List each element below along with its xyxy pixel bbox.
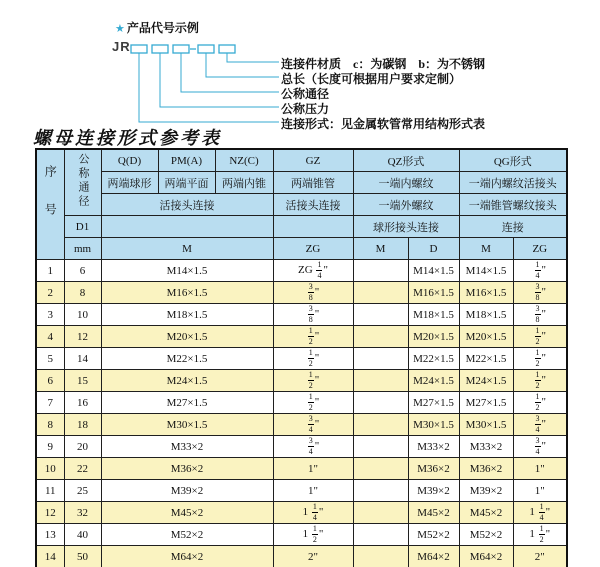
fraction: $\frac{1}{4}$ <box>317 260 322 280</box>
cell-gz: 1" <box>273 458 353 480</box>
cell-m: M52×2 <box>101 524 273 546</box>
cell-qg_m: M24×1.5 <box>459 370 513 392</box>
cell-qz_m <box>353 546 408 567</box>
cell-m: M36×2 <box>101 458 273 480</box>
cell-qg_m: M64×2 <box>459 546 513 567</box>
cell-qz_d: M16×1.5 <box>408 282 459 304</box>
cell-dn: 8 <box>64 282 101 304</box>
connector-line <box>139 53 279 122</box>
fraction: $\frac{3}{4}$ <box>535 414 540 434</box>
fraction: $\frac{3}{4}$ <box>308 436 313 456</box>
cell-qg_m: M36×2 <box>459 458 513 480</box>
header-qz-sub-d: D <box>408 238 459 260</box>
cell-qg_zg: $\frac{1}{2}$ " <box>513 392 567 414</box>
cell-qz_m <box>353 304 408 326</box>
code-box <box>198 45 214 53</box>
cell-qg_zg: $\frac{1}{2}$ " <box>513 348 567 370</box>
cell-qz_m <box>353 480 408 502</box>
header-qz-desc2: 一端外螺纹 <box>353 194 459 216</box>
table-row <box>36 392 567 414</box>
col-header-serial-label: 序号 <box>43 165 58 241</box>
cell-qg_zg: 1 $\frac{1}{2}$ " <box>513 524 567 546</box>
cell-qg_zg: $\frac{1}{2}$ " <box>513 326 567 348</box>
fraction: $\frac{1}{2}$ <box>308 370 313 390</box>
col-header-qg: QG形式 <box>459 149 567 172</box>
code-box <box>152 45 168 53</box>
cell-qz_d: M20×1.5 <box>408 326 459 348</box>
cell-qz_d: M52×2 <box>408 524 459 546</box>
cell-qg_m: M14×1.5 <box>459 260 513 282</box>
connector-line <box>227 53 279 62</box>
cell-dn: 25 <box>64 480 101 502</box>
cell-qz_d: M45×2 <box>408 502 459 524</box>
cell-no: 1 <box>36 260 64 282</box>
cell-qz_d: M39×2 <box>408 480 459 502</box>
cell-no: 2 <box>36 282 64 304</box>
cell-no: 9 <box>36 436 64 458</box>
header-union-joint: 活接头连接 <box>101 194 273 216</box>
cell-no: 6 <box>36 370 64 392</box>
cell-qz_m <box>353 458 408 480</box>
header-zg-unit: ZG <box>273 238 353 260</box>
cell-no: 14 <box>36 546 64 567</box>
header-qg-desc1: 一端内螺纹活接头 <box>459 172 567 194</box>
cell-gz: $\frac{1}{2}$ " <box>273 348 353 370</box>
header-blank-left <box>101 216 273 238</box>
table-row <box>36 260 567 282</box>
cell-qz_m <box>353 260 408 282</box>
header-qz-sub-m: M <box>353 238 408 260</box>
cell-qg_m: M18×1.5 <box>459 304 513 326</box>
cell-m: M14×1.5 <box>101 260 273 282</box>
fraction: $\frac{1}{4}$ <box>539 502 544 522</box>
cell-m: M33×2 <box>101 436 273 458</box>
header-d1: D1 <box>64 216 101 238</box>
cell-no: 5 <box>36 348 64 370</box>
cell-no: 4 <box>36 326 64 348</box>
cell-gz: $\frac{3}{8}$ " <box>273 282 353 304</box>
cell-no: 8 <box>36 414 64 436</box>
diagram-caption <box>115 19 199 36</box>
header-pm-desc: 两端平面 <box>158 172 215 194</box>
fraction: $\frac{1}{2}$ <box>535 392 540 412</box>
col-header-serial <box>36 149 64 260</box>
header-row-desc1 <box>36 172 567 194</box>
table-row <box>36 348 567 370</box>
fraction: $\frac{1}{4}$ <box>535 260 540 280</box>
cell-qg_zg: $\frac{3}{4}$ " <box>513 436 567 458</box>
cell-qg_m: M30×1.5 <box>459 414 513 436</box>
col-header-gz: GZ <box>273 149 353 172</box>
col-header-nz: NZ(C) <box>215 149 273 172</box>
table-row <box>36 326 567 348</box>
cell-qg_m: M33×2 <box>459 436 513 458</box>
fraction: $\frac{1}{2}$ <box>312 524 317 544</box>
table-row <box>36 414 567 436</box>
cell-qg_zg: $\frac{1}{4}$ " <box>513 260 567 282</box>
cell-qz_m <box>353 414 408 436</box>
table-row <box>36 304 567 326</box>
connector-line <box>181 53 279 92</box>
cell-no: 11 <box>36 480 64 502</box>
header-row-desc3 <box>36 216 567 238</box>
cell-m: M64×2 <box>101 546 273 567</box>
col-header-q: Q(D) <box>101 149 158 172</box>
cell-qg_zg: 2" <box>513 546 567 567</box>
fraction: $\frac{1}{2}$ <box>308 348 313 368</box>
cell-m: M18×1.5 <box>101 304 273 326</box>
cell-qz_d: M30×1.5 <box>408 414 459 436</box>
cell-qz_d: M27×1.5 <box>408 392 459 414</box>
cell-dn: 50 <box>64 546 101 567</box>
diagram-label-connection: 连接形式：见金属软管常用结构形式表 <box>281 117 486 131</box>
code-box <box>219 45 235 53</box>
header-qg-sub-zg: ZG <box>513 238 567 260</box>
cell-m: M22×1.5 <box>101 348 273 370</box>
diagram-caption-text: 产品代号示例 <box>126 21 199 35</box>
table-body <box>36 260 567 567</box>
fraction: $\frac{1}{2}$ <box>539 524 544 544</box>
cell-gz: $\frac{1}{2}$ " <box>273 370 353 392</box>
cell-m: M27×1.5 <box>101 392 273 414</box>
header-nz-desc: 两端内锥 <box>215 172 273 194</box>
header-row-units <box>36 238 567 260</box>
header-q-desc: 两端球形 <box>101 172 158 194</box>
cell-no: 10 <box>36 458 64 480</box>
cell-qz_d: M64×2 <box>408 546 459 567</box>
table-row <box>36 458 567 480</box>
cell-dn: 16 <box>64 392 101 414</box>
cell-m: M20×1.5 <box>101 326 273 348</box>
fraction: $\frac{3}{4}$ <box>308 414 313 434</box>
cell-qz_m <box>353 348 408 370</box>
cell-qz_d: M24×1.5 <box>408 370 459 392</box>
cell-qg_zg: 1" <box>513 458 567 480</box>
cell-gz: $\frac{3}{8}$ " <box>273 304 353 326</box>
header-qz-desc3: 球形接头连接 <box>353 216 459 238</box>
table-row <box>36 282 567 304</box>
diagram-label-material: 连接件材质 c：为碳钢 b：为不锈钢 <box>281 57 486 71</box>
cell-gz: 1 $\frac{1}{4}$ " <box>273 502 353 524</box>
fraction: $\frac{1}{2}$ <box>535 326 540 346</box>
diagram-label-diameter: 公称通径 <box>281 87 330 101</box>
header-qg-desc2: 一端锥管螺纹接头 <box>459 194 567 216</box>
header-qg-desc3: 连接 <box>459 216 567 238</box>
header-gz-desc: 两端锥管 <box>273 172 353 194</box>
header-qz-desc1: 一端内螺纹 <box>353 172 459 194</box>
cell-m: M45×2 <box>101 502 273 524</box>
table-row <box>36 370 567 392</box>
col-header-nominal-diameter-label: 公称通径 <box>77 153 89 209</box>
cell-qz_d: M18×1.5 <box>408 304 459 326</box>
col-header-nominal-diameter <box>64 149 101 216</box>
table-row <box>36 436 567 458</box>
table-row <box>36 480 567 502</box>
connector-line <box>160 53 279 107</box>
cell-qg_zg: $\frac{3}{4}$ " <box>513 414 567 436</box>
cell-no: 7 <box>36 392 64 414</box>
table-row <box>36 546 567 567</box>
cell-qz_m <box>353 370 408 392</box>
cell-gz: $\frac{3}{4}$ " <box>273 436 353 458</box>
cell-gz: ZG $\frac{1}{4}$ " <box>273 260 353 282</box>
fraction: $\frac{1}{2}$ <box>535 370 540 390</box>
cell-gz: $\frac{3}{4}$ " <box>273 414 353 436</box>
cell-qg_m: M45×2 <box>459 502 513 524</box>
cell-dn: 18 <box>64 414 101 436</box>
cell-qz_m <box>353 524 408 546</box>
table-row <box>36 524 567 546</box>
fraction: $\frac{3}{4}$ <box>535 436 540 456</box>
star-icon: ★ <box>115 23 125 35</box>
cell-no: 13 <box>36 524 64 546</box>
cell-dn: 12 <box>64 326 101 348</box>
cell-dn: 32 <box>64 502 101 524</box>
cell-dn: 14 <box>64 348 101 370</box>
cell-gz: 1" <box>273 480 353 502</box>
cell-qg_zg: $\frac{3}{8}$ " <box>513 282 567 304</box>
fraction: $\frac{1}{2}$ <box>308 392 313 412</box>
cell-qg_m: M52×2 <box>459 524 513 546</box>
cell-no: 12 <box>36 502 64 524</box>
cell-gz: 2" <box>273 546 353 567</box>
fraction: $\frac{3}{8}$ <box>535 282 540 302</box>
cell-dn: 20 <box>64 436 101 458</box>
table-row <box>36 502 567 524</box>
fraction: $\frac{3}{8}$ <box>535 304 540 324</box>
cell-dn: 22 <box>64 458 101 480</box>
col-header-pm: PM(A) <box>158 149 215 172</box>
cell-qz_m <box>353 436 408 458</box>
cell-m: M16×1.5 <box>101 282 273 304</box>
cell-no: 3 <box>36 304 64 326</box>
fraction: $\frac{1}{4}$ <box>312 502 317 522</box>
cell-qz_d: M33×2 <box>408 436 459 458</box>
cell-qz_m <box>353 326 408 348</box>
fraction: $\frac{1}{2}$ <box>535 348 540 368</box>
header-m-unit: M <box>101 238 273 260</box>
header-row-codes <box>36 149 567 172</box>
header-qg-sub-m: M <box>459 238 513 260</box>
table-title: 螺母连接形式参考表 <box>33 128 222 149</box>
cell-qg_m: M27×1.5 <box>459 392 513 414</box>
cell-qg_m: M20×1.5 <box>459 326 513 348</box>
cell-gz: $\frac{1}{2}$ " <box>273 392 353 414</box>
reference-table <box>35 148 568 567</box>
cell-dn: 10 <box>64 304 101 326</box>
product-code: JR <box>112 39 131 54</box>
code-box <box>173 45 189 53</box>
diagram-label-length: 总长（长度可根据用户要求定制） <box>281 72 462 86</box>
cell-qg_zg: $\frac{3}{8}$ " <box>513 304 567 326</box>
cell-qz_d: M14×1.5 <box>408 260 459 282</box>
cell-qg_m: M39×2 <box>459 480 513 502</box>
cell-qz_d: M22×1.5 <box>408 348 459 370</box>
cell-qg_zg: 1" <box>513 480 567 502</box>
diagram-label-pressure: 公称压力 <box>281 102 330 116</box>
cell-qz_m <box>353 282 408 304</box>
cell-qz_d: M36×2 <box>408 458 459 480</box>
cell-qz_m <box>353 502 408 524</box>
cell-qg_m: M22×1.5 <box>459 348 513 370</box>
cell-m: M39×2 <box>101 480 273 502</box>
code-box <box>131 45 147 53</box>
cell-gz: $\frac{1}{2}$ " <box>273 326 353 348</box>
cell-qg_zg: $\frac{1}{2}$ " <box>513 370 567 392</box>
fraction: $\frac{3}{8}$ <box>308 304 313 324</box>
fraction: $\frac{3}{8}$ <box>308 282 313 302</box>
cell-qg_zg: 1 $\frac{1}{4}$ " <box>513 502 567 524</box>
header-blank-gz <box>273 216 353 238</box>
cell-qg_m: M16×1.5 <box>459 282 513 304</box>
cell-dn: 40 <box>64 524 101 546</box>
cell-dn: 6 <box>64 260 101 282</box>
cell-m: M30×1.5 <box>101 414 273 436</box>
header-row-desc2 <box>36 194 567 216</box>
cell-gz: 1 $\frac{1}{2}$ " <box>273 524 353 546</box>
cell-m: M24×1.5 <box>101 370 273 392</box>
header-gz-union: 活接头连接 <box>273 194 353 216</box>
fraction: $\frac{1}{2}$ <box>308 326 313 346</box>
cell-dn: 15 <box>64 370 101 392</box>
connector-line <box>206 53 279 77</box>
header-mm: mm <box>64 238 101 260</box>
col-header-qz: QZ形式 <box>353 149 459 172</box>
cell-qz_m <box>353 392 408 414</box>
